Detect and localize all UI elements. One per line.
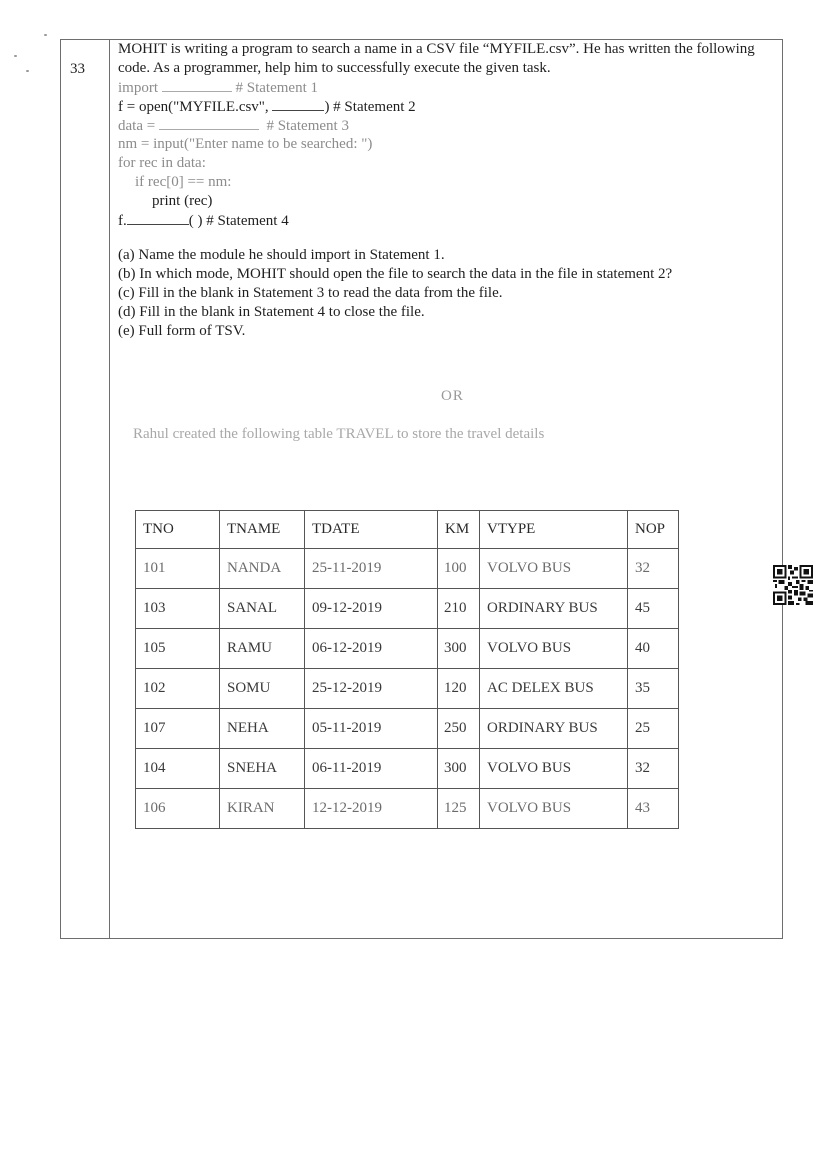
table-cell: ORDINARY BUS (480, 589, 628, 629)
question-intro: MOHIT is writing a program to search a name in a CSV file “MYFILE.csv”. He has written the following code. As a programmer, help him to successfully execute the given task. (118, 41, 755, 76)
table-cell: 25 (628, 709, 679, 749)
table-cell: 106 (136, 789, 220, 829)
code-text: f = open("MYFILE.csv", (118, 99, 269, 115)
scan-speck (44, 34, 47, 36)
table-cell: 105 (136, 629, 220, 669)
code-text: import (118, 80, 158, 96)
question-body (118, 40, 778, 341)
table-row (136, 749, 679, 789)
code-line-if: if rec[0] == nm: (135, 174, 232, 190)
sub-question-b: (b) In which mode, MOHIT should open the file to search the data in the file in statement 2? (118, 266, 673, 282)
table-cell: 40 (628, 629, 679, 669)
table-cell: 300 (438, 629, 480, 669)
scan-speck (26, 70, 29, 72)
question-number: 33 (70, 61, 85, 77)
code-comment: ) # Statement 2 (324, 99, 416, 115)
column-header: NOP (628, 511, 679, 549)
sub-question-d: (d) Fill in the blank in Statement 4 to close the file. (118, 304, 425, 320)
answer-blank (272, 97, 324, 111)
code-line-statement-2 (118, 97, 778, 116)
travel-table (135, 510, 679, 829)
or-separator: OR (441, 388, 464, 404)
table-cell: 09-12-2019 (305, 589, 438, 629)
table-cell: KIRAN (220, 789, 305, 829)
table-cell: VOLVO BUS (480, 629, 628, 669)
sub-question-list (118, 246, 778, 341)
table-cell: 43 (628, 789, 679, 829)
table-cell: RAMU (220, 629, 305, 669)
code-line-statement-1 (118, 78, 778, 97)
table-row (136, 789, 679, 829)
table-cell: 32 (628, 549, 679, 589)
sub-question-e: (e) Full form of TSV. (118, 323, 246, 339)
alternate-question-intro: Rahul created the following table TRAVEL to store the travel details (133, 426, 545, 442)
code-text: f. (118, 213, 127, 229)
table-cell: 25-11-2019 (305, 549, 438, 589)
code-block (118, 78, 778, 230)
table-header-row (136, 511, 679, 549)
answer-blank (162, 78, 232, 92)
table-cell: 06-11-2019 (305, 749, 438, 789)
table-cell: 102 (136, 669, 220, 709)
table-cell: 250 (438, 709, 480, 749)
table-cell: 100 (438, 549, 480, 589)
table-cell: 05-11-2019 (305, 709, 438, 749)
column-header: TDATE (305, 511, 438, 549)
code-comment: # Statement 1 (235, 80, 318, 96)
code-text: data = (118, 118, 156, 134)
table-cell: 300 (438, 749, 480, 789)
code-comment: ( ) # Statement 4 (188, 213, 289, 229)
table-cell: SOMU (220, 669, 305, 709)
table-cell: 104 (136, 749, 220, 789)
table-cell: 120 (438, 669, 480, 709)
table-cell: VOLVO BUS (480, 549, 628, 589)
table-row (136, 549, 679, 589)
table-cell: 103 (136, 589, 220, 629)
table-cell: 210 (438, 589, 480, 629)
table-row (136, 589, 679, 629)
code-line-input: nm = input("Enter name to be searched: ") (118, 136, 373, 152)
table-cell: 45 (628, 589, 679, 629)
table-cell: AC DELEX BUS (480, 669, 628, 709)
qr-code-icon (773, 565, 813, 605)
table-row (136, 629, 679, 669)
scan-speck (14, 55, 17, 57)
code-comment: # Statement 3 (266, 118, 349, 134)
table-cell: ORDINARY BUS (480, 709, 628, 749)
code-line-statement-3 (118, 116, 778, 135)
table-cell: 125 (438, 789, 480, 829)
table-row (136, 669, 679, 709)
column-header: VTYPE (480, 511, 628, 549)
code-line-print: print (rec) (152, 193, 213, 209)
table-cell: 25-12-2019 (305, 669, 438, 709)
column-header: TNO (136, 511, 220, 549)
table-cell: VOLVO BUS (480, 789, 628, 829)
table-cell: VOLVO BUS (480, 749, 628, 789)
code-line-statement-4 (118, 211, 778, 230)
table-cell: 06-12-2019 (305, 629, 438, 669)
table-cell: 32 (628, 749, 679, 789)
column-header: TNAME (220, 511, 305, 549)
sub-question-a: (a) Name the module he should import in Statement 1. (118, 247, 445, 263)
code-line-for: for rec in data: (118, 155, 206, 171)
column-divider (109, 40, 110, 938)
answer-blank (159, 116, 259, 130)
table-cell: NANDA (220, 549, 305, 589)
answer-blank (127, 211, 189, 225)
sub-question-c: (c) Fill in the blank in Statement 3 to read the data from the file. (118, 285, 503, 301)
table-cell: 101 (136, 549, 220, 589)
table-row (136, 709, 679, 749)
table-cell: 35 (628, 669, 679, 709)
column-header: KM (438, 511, 480, 549)
table-cell: 107 (136, 709, 220, 749)
table-cell: 12-12-2019 (305, 789, 438, 829)
table-cell: NEHA (220, 709, 305, 749)
table-cell: SNEHA (220, 749, 305, 789)
table-cell: SANAL (220, 589, 305, 629)
